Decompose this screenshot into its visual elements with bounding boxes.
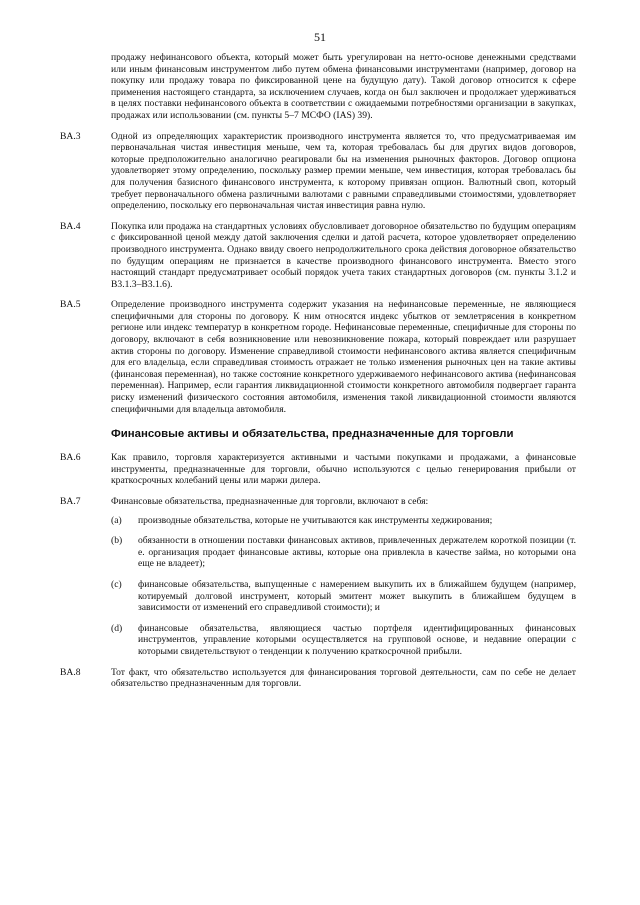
paragraph-text: Определение производного инструмента содержит указания на нефинансовые переменные, не являющиеся специфичными для стороны по договору. К ним относятся индекс убытков от землетрясения в конкретном регионе или индекс температур в конкретном городе. Нефинансовые переменные, специфичные для стороны по договору, включают в себя возникновение или невозникновение пожара, который повреждает или разрушает актив стороны по договору. Изменение справедливой стоимости нефинансового актива является специфичным для его владельца, если справедливая стоимость отражает не только изменения рыночных цен на такие активы (финансовая переменная), но также состояние конкретного удерживаемого нефинансового актива (нефинансовая переменная). Например, если гарантия ликвидационной стоимости конкретного автомобиля подвергает гаранта риску изменений физического состояния автомобиля, изменения такой ликвидационной стоимости являются специфичными для владельца автомобиля. bbox=[111, 299, 576, 415]
list-item-text: финансовые обязательства, выпущенные с намерением выкупить их в ближайшем будущем (например, котируемый долговой инструмент, который эмитент может выкупить в ближайшем будущем в зависимости от изменений его справедливой стоимости); и bbox=[138, 578, 576, 614]
list-item-a bbox=[0, 515, 640, 527]
paragraph-label: BA.5 bbox=[60, 299, 81, 311]
list-item-label: (c) bbox=[111, 578, 122, 590]
paragraph-ba5 bbox=[0, 299, 640, 415]
list-item-text: финансовые обязательства, являющиеся частью портфеля идентифицированных финансовых инструментов, управление которыми осуществляется на групповой основе, и недавние операции с которыми свидетельствуют о тенденции к получению краткосрочной прибыли. bbox=[138, 622, 576, 657]
paragraph-label: BA.7 bbox=[60, 496, 81, 507]
list-item-c bbox=[0, 579, 640, 614]
paragraph-label: BA.4 bbox=[60, 220, 81, 232]
page-number: 51 bbox=[314, 30, 326, 44]
page-content bbox=[0, 52, 640, 699]
paragraph-text: Как правило, торговля характеризуется активными и частыми покупками и продажами, а финансовые инструменты, предназначенные для торговли, обычно используются с целью генерирования прибыли от краткосрочных колебаний цены или маржи дилера. bbox=[111, 452, 576, 487]
paragraph-ba3 bbox=[0, 131, 640, 212]
paragraph-text: Покупка или продажа на стандартных условиях обусловливает договорное обязательство по будущим операциям с фиксированной ценой между датой заключения сделки и датой расчета, которое удовлетворяет определению производного инструмента. Однако ввиду своего непродолжительного срока действия договорное обязательство по будущим операциям не признается в качестве производного финансового инструмента. Вместо этого настоящий стандарт предусматривает особый порядок учета таких стандартных договоров (см. пункты 3.1.2 и B3.1.3–B3.1.6). bbox=[111, 220, 576, 290]
paragraph-label: BA.3 bbox=[60, 130, 81, 142]
list-item-b bbox=[0, 535, 640, 570]
paragraph-text: Одной из определяющих характеристик производного инструмента является то, что предусматриваемая им первоначальная чистая инвестиция меньше, чем та, которая требовалась бы для других видов договоров, которые предположительно аналогично реагировали бы на изменения рыночных факторов. Договор опциона удовлетворяет этому определению, поскольку размер премии меньше, чем инвестиция, которая требовалась бы для получения базисного финансового инструмента, к которому привязан опцион. Валютный своп, который требует первоначального обмена различными валютами с равными справедливыми стоимостями, удовлетворяет определению, поскольку его первоначальная чистая инвестиция равна нулю. bbox=[111, 130, 576, 212]
paragraph-ba8 bbox=[0, 667, 640, 690]
paragraph-label: BA.8 bbox=[60, 666, 81, 678]
paragraph-text: Тот факт, что обязательство используется для финансирования торговой деятельности, сам по себе не делает обязательство предназначенным для торговли. bbox=[111, 666, 576, 690]
continuation-paragraph bbox=[0, 52, 640, 122]
list-item-d bbox=[0, 623, 640, 658]
paragraph-ba6 bbox=[0, 452, 640, 487]
paragraph-ba4 bbox=[0, 221, 640, 291]
paragraph-text: Финансовые обязательства, предназначенные для торговли, включают в себя: bbox=[111, 496, 429, 507]
list-item-label: (d) bbox=[111, 622, 123, 634]
section-heading: Финансовые активы и обязательства, предназначенные для торговли bbox=[111, 428, 514, 441]
list-item-text: производные обязательства, которые не учитываются как инструменты хеджирования; bbox=[138, 514, 493, 526]
list-item-text: обязанности в отношении поставки финансовых активов, привлеченных держателем короткой позиции (т. е. организация продает финансовые активы, которые она привлекла в качестве займа, но которыми она еще не владеет); bbox=[138, 535, 576, 570]
paragraph-ba7 bbox=[0, 496, 640, 508]
list-item-label: (b) bbox=[111, 535, 123, 547]
continuation-text: продажу нефинансового объекта, который может быть урегулирован на нетто-основе денежными средствами или иным финансовым инструментом либо путем обмена финансовыми инструментами (например, договор на покупку или продажу товара по фиксированной цене на будущую дату). Такой договор относится к сфере применения настоящего стандарта, за исключением случаев, когда он был заключен и продолжает удерживаться в целях поставки нефинансового объекта в соответствии с ожидаемыми потребностями организации в закупках, продажах или использовании (см. пункты 5–7 МСФО (IAS) 39). bbox=[111, 52, 576, 121]
paragraph-label: BA.6 bbox=[60, 452, 81, 464]
list-item-label: (a) bbox=[111, 514, 122, 526]
